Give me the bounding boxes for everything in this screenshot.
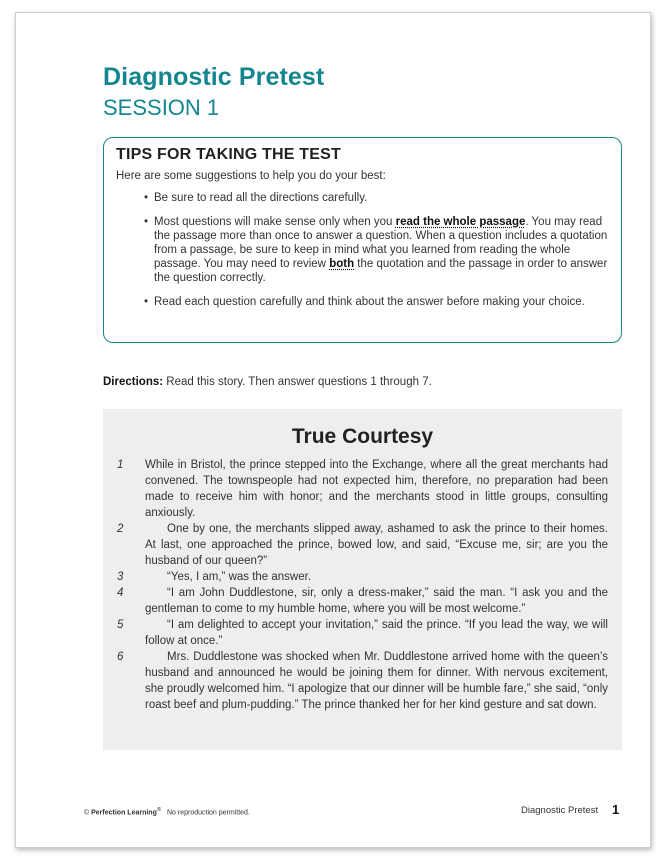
story-paragraph	[117, 585, 608, 617]
registered-mark: ®	[156, 807, 162, 813]
paragraph-text: “Yes, I am,” was the answer.	[167, 571, 312, 583]
story-paragraph	[117, 521, 608, 569]
tip-text: the quotation and the passage in order to answer the question correctly.	[154, 258, 608, 284]
paragraph-number: 2	[117, 523, 124, 535]
emphasis-whole-passage: read the whole passage	[395, 216, 526, 228]
story-title: True Courtesy	[291, 425, 434, 448]
page-sheet	[15, 12, 651, 848]
directions-label: Directions:	[103, 376, 164, 388]
tip-item-2	[144, 215, 609, 285]
paragraph-number: 5	[117, 619, 124, 631]
directions-text: Read this story. Then answer questions 1 through 7.	[163, 376, 432, 388]
story-paragraph	[117, 649, 608, 713]
paragraph-text: Mrs. Duddlestone was shocked when Mr. Duddlestone arrived home with the queen’s husband and announced he would be joining them for dinner. With nervous excitement, she proudly welcomed him. “I apologize that our dinner will be humble fare,” she said, “only roast beef and plum-pudding.” The prince thanked her for her kind gesture and sat down.	[145, 651, 608, 711]
footer-section-title: Diagnostic Pretest	[521, 805, 599, 816]
reproduction-notice: No reproduction permitted.	[167, 809, 250, 817]
copyright-symbol: ©	[84, 809, 90, 817]
page-title: Diagnostic Pretest	[103, 63, 325, 91]
paragraph-text: “I am John Duddlestone, sir, only a dress-maker,” said the man. “I ask you and the gentleman to come to my humble home, where you will be most welcome.”	[145, 587, 608, 615]
paragraph-text: While in Bristol, the prince stepped into the Exchange, where all the great merchants had convened. The townspeople had not expected him, therefore, no preparation had been made to receive him with honor; and the merchants stood in little groups, consulting anxiously.	[145, 459, 608, 519]
tips-intro: Here are some suggestions to help you do your best:	[116, 170, 386, 182]
story-paragraph	[117, 457, 608, 521]
directions	[103, 376, 432, 388]
tips-box	[103, 137, 622, 343]
tip-item-1: • Be sure to read all the directions carefully.	[144, 191, 609, 205]
paragraph-text: “I am delighted to accept your invitation,” said the prince. “If you lead the way, we will follow at once.”	[145, 619, 608, 647]
tip-text: . You may read the passage more than once to answer a question. When a question includes a quotation from a passage, be sure to keep in mind what you learned from reading the whole passage. You may need to review	[154, 216, 608, 270]
paragraph-number: 4	[117, 587, 124, 599]
publisher-name: Perfection Learning	[91, 809, 157, 817]
story-passage	[103, 409, 622, 750]
paragraph-number: 6	[117, 651, 124, 663]
tips-heading: TIPS FOR TAKING THE TEST	[116, 146, 341, 163]
tips-list	[116, 191, 609, 309]
paragraph-number: 3	[117, 571, 124, 583]
paragraph-number: 1	[117, 459, 124, 471]
tip-text: Most questions will make sense only when you	[154, 216, 396, 228]
tip-item-3: • Read each question carefully and think about the answer before making your choice.	[144, 295, 609, 309]
emphasis-both: both	[329, 258, 355, 270]
footer-copyright	[84, 807, 250, 816]
page-number: 1	[612, 802, 620, 817]
paragraph-text: One by one, the merchants slipped away, ashamed to ask the prince to their homes. At last, one approached the prince, bowed low, and said, “Excuse me, sir; are you the husband of our queen?”	[145, 523, 608, 567]
story-paragraph	[117, 569, 608, 585]
session-label: SESSION 1	[103, 95, 220, 120]
story-paragraph	[117, 617, 608, 649]
